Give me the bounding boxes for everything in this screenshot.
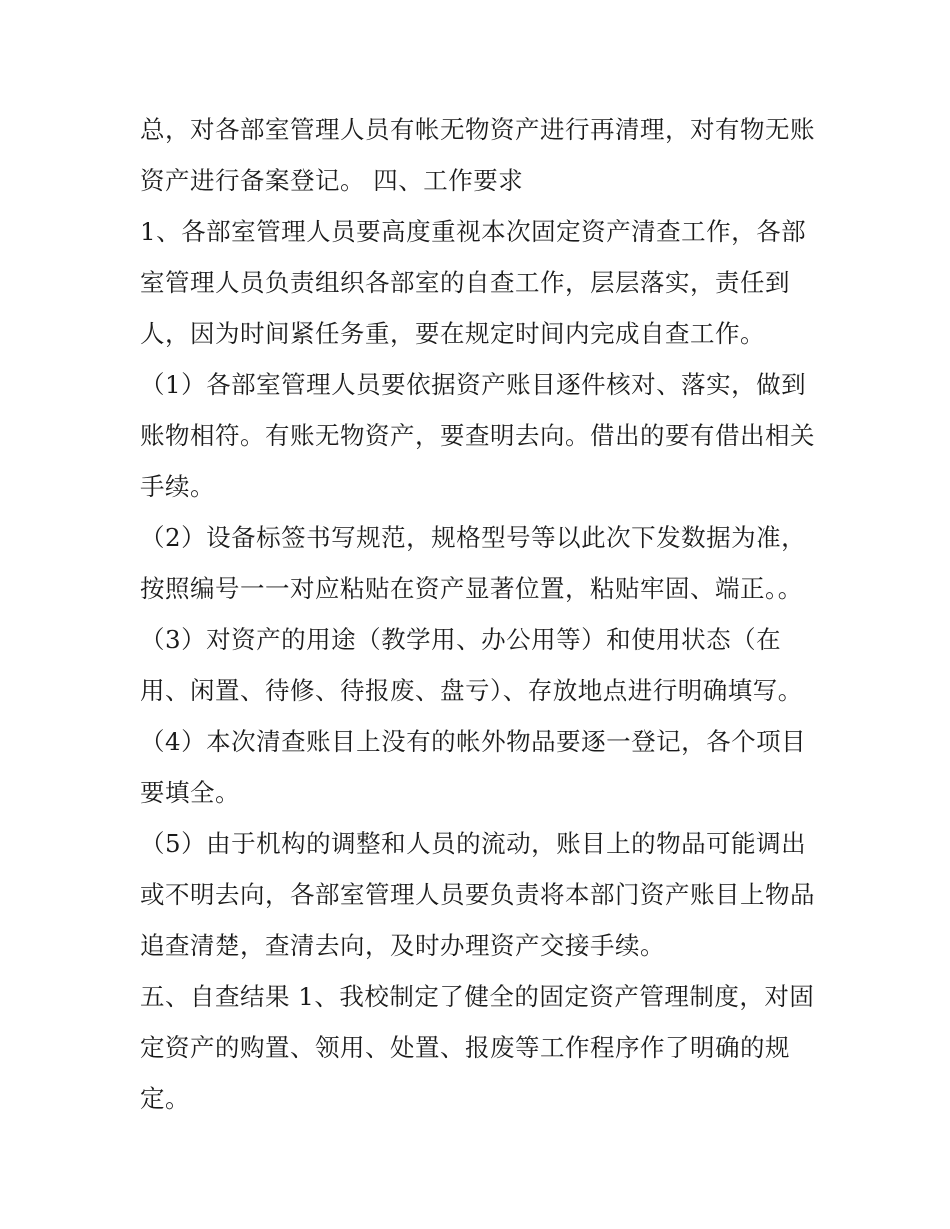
text-line: 室管理人员负责组织各部室的自查工作，层层落实，责任到 (140, 268, 790, 297)
text-line: 或不明去向，各部室管理人员要负责将本部门资产账目上物品 (140, 880, 815, 909)
text-line: 用、闲置、待修、待报废、盘亏）、存放地点进行明确填写。 (140, 676, 803, 705)
text-line: 定。 (140, 1084, 190, 1113)
text-line: 总，对各部室管理人员有帐无物资产进行再清理，对有物无账 (140, 115, 815, 144)
text-line: 定资产的购置、领用、处置、报废等工作程序作了明确的规 (140, 1033, 790, 1062)
text-line: （1）各部室管理人员要依据资产账目逐件核对、落实，做到 (140, 370, 807, 399)
text-line: 追查清楚，查清去向，及时办理资产交接手续。 (140, 931, 665, 960)
text-line: 按照编号一一对应粘贴在资产显著位置，粘贴牢固、端正。。 (140, 574, 803, 603)
text-line: 要填全。 (140, 778, 240, 807)
text-line: 五、自查结果 1、我校制定了健全的固定资产管理制度，对固 (140, 982, 815, 1011)
text-line: 账物相符。有账无物资产，要查明去向。借出的要有借出相关 (140, 421, 815, 450)
text-line: 手续。 (140, 472, 215, 501)
text-line: （2）设备标签书写规范，规格型号等以此次下发数据为准， (140, 523, 807, 552)
text-line: 1、各部室管理人员要高度重视本次固定资产清查工作，各部 (140, 217, 807, 246)
text-line: （3）对资产的用途（教学用、办公用等）和使用状态（在 (140, 625, 782, 654)
text-line: （4）本次清查账目上没有的帐外物品要逐一登记，各个项目 (140, 727, 807, 756)
text-line: （5）由于机构的调整和人员的流动，账目上的物品可能调出 (140, 829, 807, 858)
text-line: 人，因为时间紧任务重，要在规定时间内完成自查工作。 (140, 319, 765, 348)
text-line: 资产进行备案登记。 四、工作要求 (140, 166, 524, 195)
document-body (140, 104, 820, 1124)
